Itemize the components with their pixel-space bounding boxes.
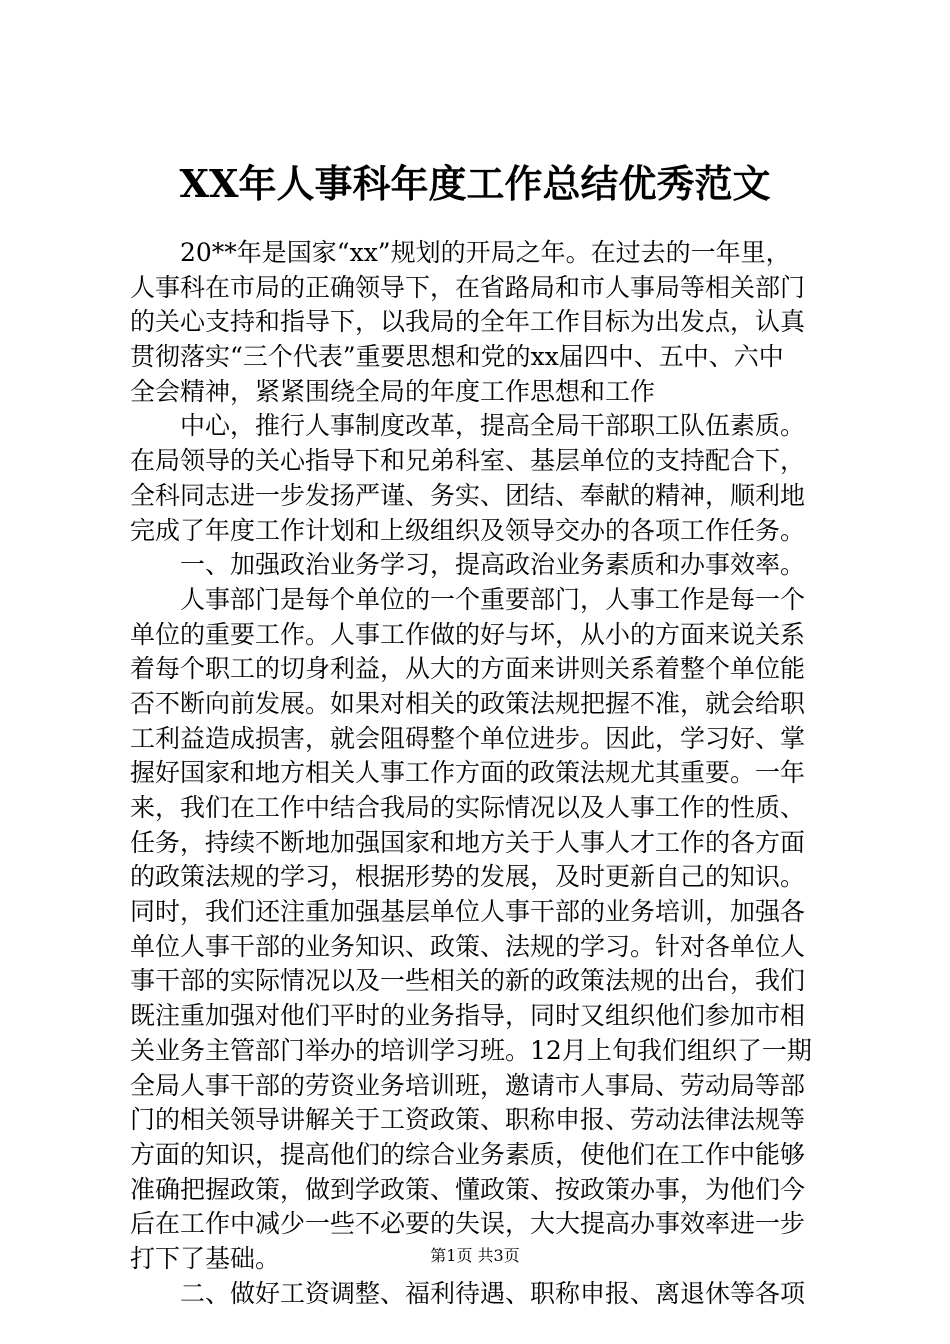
text-line: 全会精神，紧紧围绕全局的年度工作思想和工作 xyxy=(130,376,656,406)
text-line: 人事科在市局的正确领导下，在省路局和市人事局等相关部门 xyxy=(130,272,806,302)
text-line: 完成了年度工作计划和上级组织及领导交办的各项工作任务。 xyxy=(130,515,806,545)
document-title: XX年人事科年度工作总结优秀范文 xyxy=(179,161,771,206)
text-line: 单位的重要工作。人事工作做的好与坏，从小的方面来说关系 xyxy=(130,619,806,649)
text-line: 任务，持续不断地加强国家和地方关于人事人才工作的各方面 xyxy=(130,827,806,857)
text-line: 着每个职工的切身利益，从大的方面来讲则关系着整个单位能 xyxy=(130,654,806,684)
text-line: 关业务主管部门举办的培训学习班。12月上旬我们组织了一期 xyxy=(130,1035,812,1065)
text-line: 单位人事干部的业务知识、政策、法规的学习。针对各单位人 xyxy=(130,931,806,961)
page-footer: 第1页 共3页 xyxy=(430,1246,520,1265)
text-line: 否不断向前发展。如果对相关的政策法规把握不准，就会给职 xyxy=(130,688,806,718)
text-line: 在局领导的关心指导下和兄弟科室、基层单位的支持配合下， xyxy=(130,446,806,476)
text-line: 门的相关领导讲解关于工资政策、职称申报、劳动法律法规等 xyxy=(130,1105,806,1135)
text-line: 方面的知识，提高他们的综合业务素质，使他们在工作中能够 xyxy=(130,1139,806,1169)
text-line: 握好国家和地方相关人事工作方面的政策法规尤其重要。一年 xyxy=(130,758,806,788)
text-line: 一、加强政治业务学习，提高政治业务素质和办事效率。 xyxy=(180,550,806,580)
text-line: 贯彻落实“三个代表”重要思想和党的xx届四中、五中、六中 xyxy=(130,342,784,372)
text-line: 来，我们在工作中结合我局的实际情况以及人事工作的性质、 xyxy=(130,793,806,822)
text-line: 二、做好工资调整、福利待遇、职称申报、离退休等各项 xyxy=(180,1278,806,1308)
text-line: 人事部门是每个单位的一个重要部门，人事工作是每一个 xyxy=(180,584,806,614)
text-line: 20**年是国家“xx”规划的开局之年。在过去的一年里， xyxy=(180,238,791,267)
text-line: 后在工作中减少一些不必要的失误，大大提高办事效率进一步 xyxy=(130,1209,806,1239)
document-body xyxy=(130,236,835,1311)
text-line: 的政策法规的学习，根据形势的发展，及时更新自己的知识。 xyxy=(130,862,806,892)
text-line: 工利益造成损害，就会阻碍整个单位进步。因此，学习好、掌 xyxy=(130,723,806,753)
text-line: 准确把握政策，做到学政策、懂政策、按政策办事，为他们今 xyxy=(130,1174,806,1204)
text-line: 事干部的实际情况以及一些相关的新的政策法规的出台，我们 xyxy=(130,966,806,996)
text-line: 的关心支持和指导下，以我局的全年工作目标为出发点，认真 xyxy=(130,307,806,337)
text-line: 既注重加强对他们平时的业务指导，同时又组织他们参加市相 xyxy=(130,1001,806,1031)
text-line: 中心，推行人事制度改革，提高全局干部职工队伍素质。 xyxy=(180,411,806,441)
text-line: 全局人事干部的劳资业务培训班，邀请市人事局、劳动局等部 xyxy=(130,1070,806,1100)
text-line: 全科同志进一步发扬严谨、务实、团结、奉献的精神，顺利地 xyxy=(130,480,806,510)
text-line: 打下了基础。 xyxy=(130,1243,281,1273)
text-line: 同时，我们还注重加强基层单位人事干部的业务培训，加强各 xyxy=(130,897,806,927)
